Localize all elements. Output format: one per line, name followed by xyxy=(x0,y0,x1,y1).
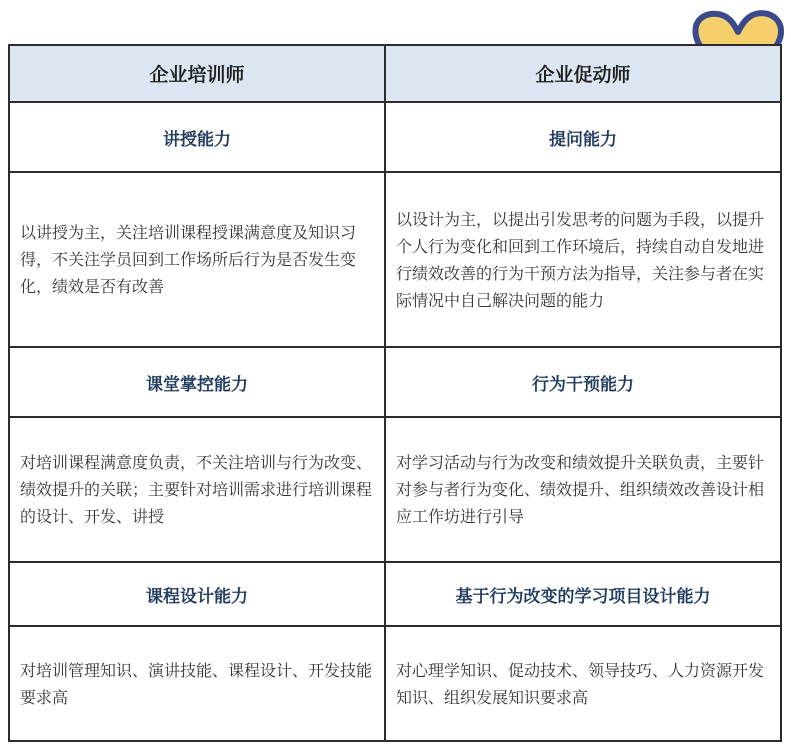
section-title-learning-project-design: 基于行为改变的学习项目设计能力 xyxy=(385,562,781,626)
section-body-row xyxy=(9,626,781,741)
section-text-learning-project-design: 对心理学知识、促动技术、领导技巧、人力资源开发知识、组织发展知识要求高 xyxy=(385,626,781,741)
section-title-row xyxy=(9,347,781,417)
section-title-behavior-intervention: 行为干预能力 xyxy=(385,347,781,417)
column-header-row xyxy=(9,45,781,102)
section-text-behavior-intervention: 对学习活动与行为改变和绩效提升关联负责，主要针对参与者行为变化、绩效提升、组织绩效改善设计相应工作坊进行引导 xyxy=(385,417,781,562)
section-title-course-design: 课程设计能力 xyxy=(9,562,385,626)
section-text-lecturing: 以讲授为主，关注培训课程授课满意度及知识习得，不关注学员回到工作场所后行为是否发生变化，绩效是否有改善 xyxy=(9,172,385,347)
section-body-row xyxy=(9,417,781,562)
column-header-trainer: 企业培训师 xyxy=(9,45,385,102)
section-text-course-design: 对培训管理知识、演讲技能、课程设计、开发技能要求高 xyxy=(9,626,385,741)
section-title-row xyxy=(9,562,781,626)
column-header-facilitator: 企业促动师 xyxy=(385,45,781,102)
section-title-row xyxy=(9,102,781,172)
section-body-row xyxy=(9,172,781,347)
section-text-questioning: 以设计为主，以提出引发思考的问题为手段，以提升个人行为变化和回到工作环境后，持续自动自发地进行绩效改善的行为干预方法为指导，关注参与者在实际情况中自己解决问题的能力 xyxy=(385,172,781,347)
section-title-lecturing: 讲授能力 xyxy=(9,102,385,172)
section-text-classroom-control: 对培训课程满意度负责，不关注培训与行为改变、绩效提升的关联；主要针对培训需求进行培训课程的设计、开发、讲授 xyxy=(9,417,385,562)
comparison-table xyxy=(8,44,782,742)
section-title-questioning: 提问能力 xyxy=(385,102,781,172)
section-title-classroom-control: 课堂掌控能力 xyxy=(9,347,385,417)
